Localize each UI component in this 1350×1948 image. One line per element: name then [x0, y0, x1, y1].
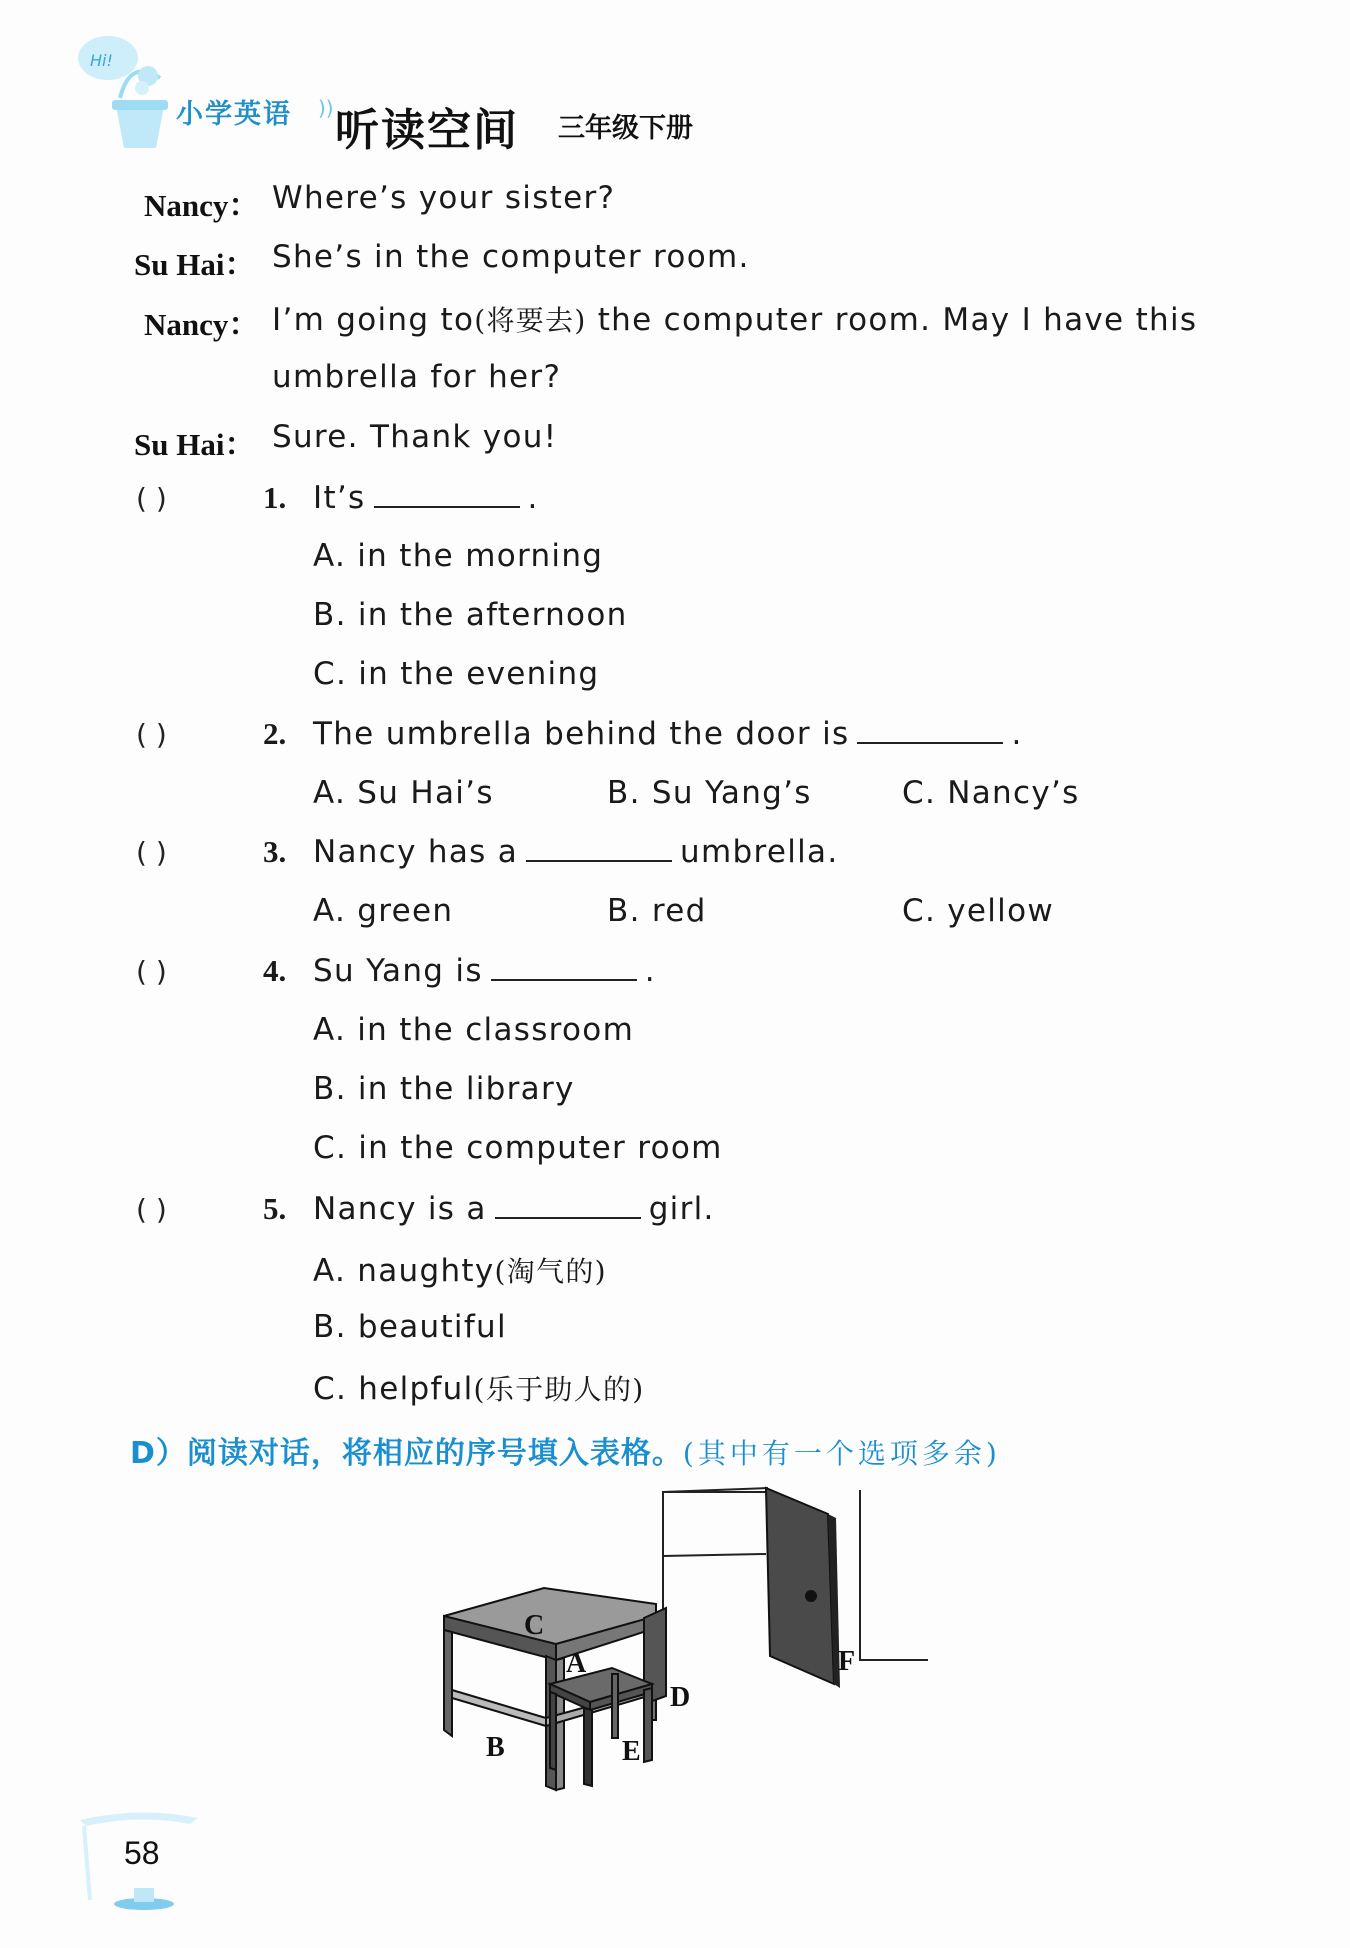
label-a: A: [566, 1648, 587, 1679]
speaker-label: Su Hai：: [134, 427, 256, 462]
question-stem: Nancy has a umbrella.: [313, 834, 839, 870]
book-title: 听读空间: [335, 105, 519, 156]
series-name: 小学英语: [176, 99, 292, 130]
option: B. in the afternoon: [313, 597, 628, 633]
question-number: 2.: [263, 716, 287, 751]
option: A. in the classroom: [313, 1012, 635, 1048]
label-b: B: [486, 1732, 505, 1763]
label-e: E: [622, 1736, 641, 1767]
sound-wave-icon: )): [318, 96, 334, 120]
speaker-label: Nancy：: [144, 188, 260, 223]
option: C. in the evening: [313, 656, 600, 692]
question-stem: The umbrella behind the door is .: [313, 716, 1023, 752]
option: A. naughty(淘气的): [313, 1253, 607, 1289]
door: [766, 1488, 840, 1688]
answer-bracket[interactable]: ( ): [136, 836, 167, 869]
answer-bracket[interactable]: ( ): [136, 482, 167, 515]
answer-blank[interactable]: [526, 836, 672, 862]
door-knob: [805, 1590, 817, 1602]
dialogue-line: umbrella for her?: [272, 359, 562, 395]
answer-blank[interactable]: [491, 955, 637, 981]
hi-badge: Hi!: [90, 51, 113, 70]
question-number: 3.: [263, 834, 287, 869]
dialogue-line: I’m going to(将要去) the computer room. May I have this: [272, 302, 1198, 338]
flower-pot-icon: [60, 28, 190, 158]
label-f: F: [838, 1646, 856, 1677]
option: A. in the morning: [313, 538, 604, 574]
question-stem: Su Yang is .: [313, 953, 656, 989]
question-number: 1.: [263, 480, 287, 515]
page-number: 58: [124, 1835, 160, 1871]
question-stem: It’s .: [313, 480, 539, 516]
dialogue-line: She’s in the computer room.: [272, 239, 750, 275]
option: C. helpful(乐于助人的): [313, 1371, 645, 1407]
section-d-heading: D）阅读对话，将相应的序号填入表格。(其中有一个选项多余): [130, 1436, 1001, 1471]
answer-blank[interactable]: [495, 1193, 641, 1219]
option: B. Su Yang’s: [607, 775, 812, 811]
answer-blank[interactable]: [374, 482, 520, 508]
label-c: C: [524, 1610, 545, 1641]
option: C. Nancy’s: [902, 775, 1080, 811]
answer-bracket[interactable]: ( ): [136, 718, 167, 751]
speaker-label: Nancy：: [144, 307, 260, 342]
answer-bracket[interactable]: ( ): [136, 955, 167, 988]
question-stem: Nancy is a girl.: [313, 1191, 715, 1227]
dialogue-line: Where’s your sister?: [272, 180, 616, 216]
dialogue-line: Sure. Thank you!: [272, 419, 558, 455]
option: B. in the library: [313, 1071, 575, 1107]
option: C. yellow: [902, 893, 1055, 929]
question-number: 4.: [263, 953, 287, 988]
label-d: D: [670, 1682, 691, 1713]
option: C. in the computer room: [313, 1130, 723, 1166]
question-number: 5.: [263, 1191, 287, 1226]
classroom-furniture-illustration: [430, 1470, 950, 1810]
option: B. red: [607, 893, 707, 929]
answer-blank[interactable]: [857, 718, 1003, 744]
speaker-label: Su Hai：: [134, 247, 256, 282]
option: A. Su Hai’s: [313, 775, 494, 811]
option: A. green: [313, 893, 454, 929]
answer-bracket[interactable]: ( ): [136, 1193, 167, 1226]
option: B. beautiful: [313, 1309, 507, 1345]
grade-label: 三年级下册: [558, 113, 693, 144]
